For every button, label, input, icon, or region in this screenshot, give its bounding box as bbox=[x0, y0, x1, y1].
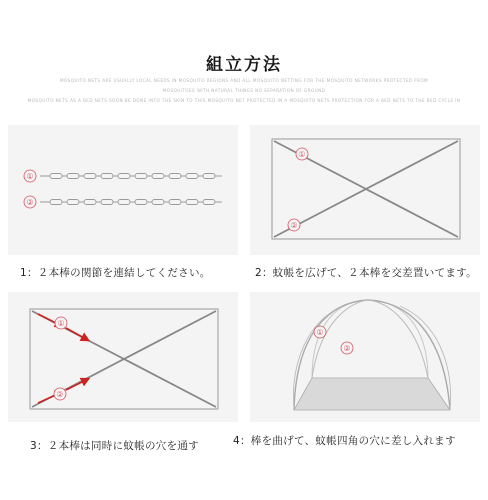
pole-joint bbox=[169, 174, 181, 179]
pole-joint bbox=[84, 174, 96, 179]
marker-2: ② bbox=[290, 221, 298, 230]
pole-joint bbox=[84, 200, 96, 205]
pole-joint bbox=[118, 200, 130, 205]
pole-joint bbox=[186, 174, 198, 179]
pole-joint bbox=[152, 200, 164, 205]
pole-1 bbox=[40, 174, 222, 179]
pole-joint bbox=[67, 200, 79, 205]
step4-tent-diagram bbox=[250, 292, 480, 422]
marker-2: ② bbox=[343, 344, 351, 353]
marker-1: ① bbox=[298, 150, 306, 159]
marker-1: ① bbox=[26, 172, 34, 181]
step4-illustration bbox=[250, 292, 480, 422]
step1-pole-diagram bbox=[8, 125, 238, 255]
step3-net-diagram bbox=[8, 292, 238, 422]
subtitle-line-1: MOSQUITO NETS ARE USUALLY LOCAL NEEDS IN MOSQUITO REGIONS AND ALL MOSQUITO NETTING FOR THE MOSQUITO NETWORKS PROTECTED FROM bbox=[59, 78, 429, 83]
marker-1: ① bbox=[57, 319, 65, 328]
marker-1: ① bbox=[316, 328, 324, 337]
pole-joint bbox=[135, 174, 147, 179]
step1-illustration bbox=[8, 125, 238, 255]
step1-caption: 1：２本棒の関節を連結してください。 bbox=[20, 267, 211, 279]
page-title: 組立方法 bbox=[206, 55, 282, 75]
pole-joint bbox=[118, 174, 130, 179]
pole-joint bbox=[135, 200, 147, 205]
subtitle-line-2: MOSQUITOES WITH NATURAL THINGS NO SEPARATION OF GROUND bbox=[162, 88, 326, 93]
pole-joint bbox=[186, 200, 198, 205]
step3-caption: 3：２本棒は同時に蚊帳の穴を通す bbox=[30, 440, 199, 452]
step3-illustration bbox=[8, 292, 238, 422]
pole-joint bbox=[152, 174, 164, 179]
pole-joint bbox=[101, 200, 113, 205]
pole-2 bbox=[40, 200, 222, 205]
step2-net-diagram bbox=[250, 125, 480, 255]
subtitle-line-3: MOSQUITO NETS AS A BED NETS SOON BE DONE INTO THE SKIN TO THIS MOSQUITO NET PROTECTED IN A MOSQUITO NETS PROTECTION FOR A BED NETS TO THE BED CYCLE IN bbox=[27, 98, 461, 103]
marker-2: ② bbox=[56, 390, 64, 399]
tent-floor bbox=[294, 378, 450, 410]
step2-caption: 2：蚊帳を広げて、２本棒を交差置いてます。 bbox=[255, 267, 477, 279]
pole-joint bbox=[50, 200, 62, 205]
step4-caption: 4：棒を曲げて、蚊帳四角の穴に差し入れます bbox=[233, 435, 456, 447]
pole-joint bbox=[203, 174, 215, 179]
step2-illustration bbox=[250, 125, 480, 255]
pole-joint bbox=[203, 200, 215, 205]
marker-2: ② bbox=[26, 198, 34, 207]
pole-joint bbox=[67, 174, 79, 179]
pole-joint bbox=[101, 174, 113, 179]
pole-joint bbox=[50, 174, 62, 179]
pole-joint bbox=[169, 200, 181, 205]
